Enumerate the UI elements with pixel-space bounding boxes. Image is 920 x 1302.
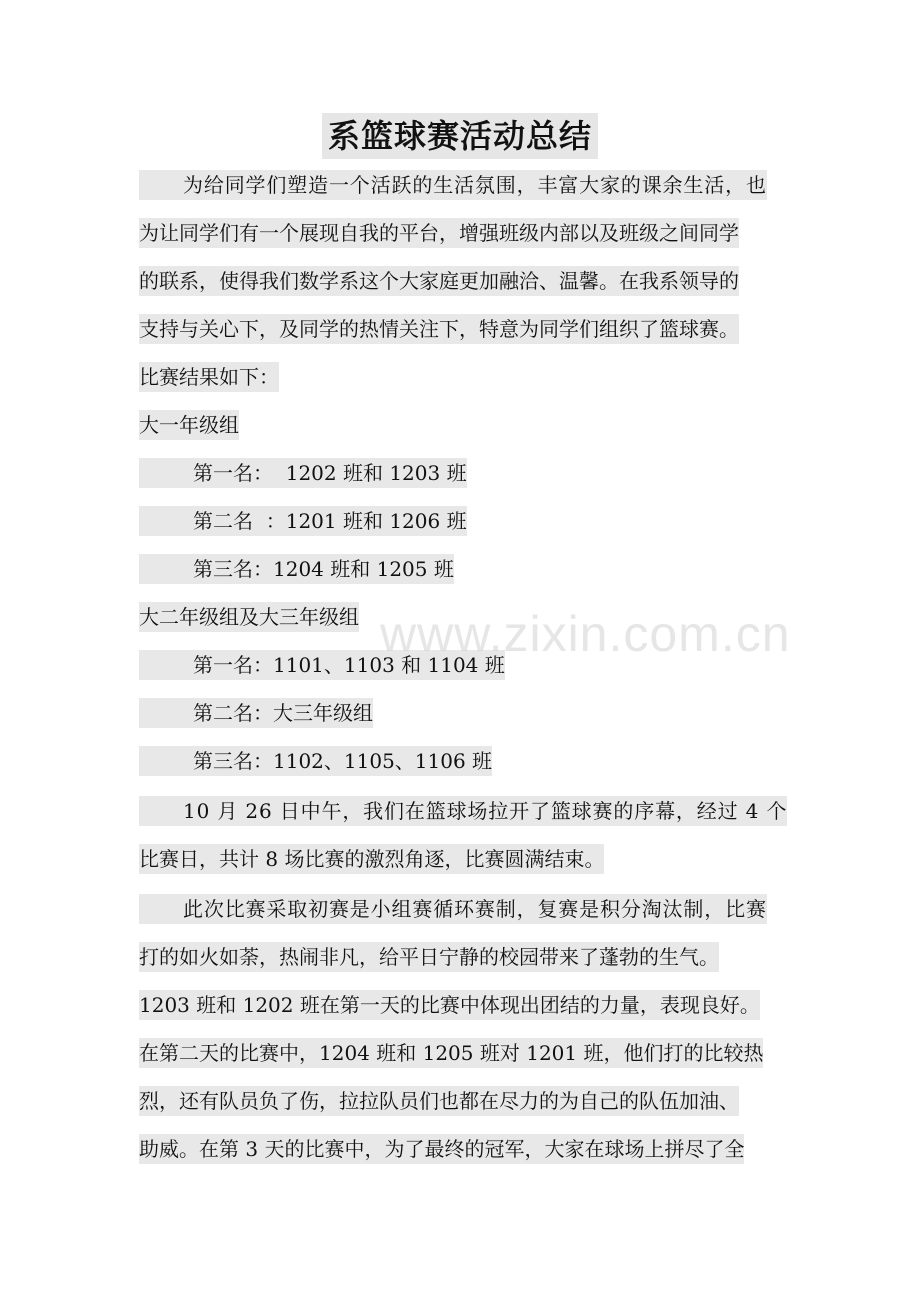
rank-text: 第三名：1102、1105、1106 班: [139, 746, 492, 776]
para3-line-5: [139, 1086, 739, 1116]
rank-text: 第一名： 1202 班和 1203 班: [139, 458, 467, 488]
watermark: www.zixin.com.cn: [380, 606, 791, 662]
paragraph-text: 助威。在第 3 天的比赛中，为了最终的冠军，大家在球场上拼尽了全: [139, 1134, 744, 1164]
paragraph-text: 1203 班和 1202 班在第一天的比赛中体现出团结的力量，表现良好。: [139, 990, 760, 1020]
intro-line-5: [139, 362, 279, 392]
para3-line-1: [139, 894, 767, 924]
paragraph-text: 在第二天的比赛中，1204 班和 1205 班对 1201 班，他们打的比较热: [139, 1038, 763, 1068]
document-title: 系篮球赛活动总结: [322, 113, 598, 159]
paragraph-text: 比赛日，共计 8 场比赛的激烈角逐，比赛圆满结束。: [139, 844, 604, 874]
group-name: 大二年级组及大三年级组: [139, 602, 359, 632]
group2-rank-2: [139, 698, 373, 728]
para2-line-1: [139, 796, 787, 826]
rank-text: 第一名：1101、1103 和 1104 班: [139, 650, 505, 680]
group1-rank-1: [139, 458, 467, 488]
group-name: 大一年级组: [139, 410, 239, 440]
group2-rank-3: [139, 746, 492, 776]
group2-heading: [139, 602, 359, 632]
para3-line-3: [139, 990, 760, 1020]
para3-line-4: [139, 1038, 763, 1068]
paragraph-text: 打的如火如荼，热闹非凡，给平日宁静的校园带来了蓬勃的生气。: [139, 942, 719, 972]
para3-line-2: [139, 942, 719, 972]
rank-text: 第三名：1204 班和 1205 班: [139, 554, 454, 584]
paragraph-text: 烈，还有队员负了伤，拉拉队员们也都在尽力的为自己的队伍加油、: [139, 1086, 739, 1116]
rank-text: 第二名：大三年级组: [139, 698, 373, 728]
paragraph-text: 此次比赛采取初赛是小组赛循环赛制，复赛是积分淘汰制，比赛: [139, 894, 767, 924]
paragraph-text: 比赛结果如下：: [139, 362, 279, 392]
group1-rank-3: [139, 554, 454, 584]
para2-line-2: [139, 844, 604, 874]
paragraph-text: 支持与关心下，及同学的热情关注下，特意为同学们组织了篮球赛。: [139, 314, 739, 344]
title-container: [0, 113, 920, 159]
group1-heading: [139, 410, 239, 440]
intro-line-1: [139, 170, 767, 200]
intro-line-4: [139, 314, 739, 344]
group1-rank-2: [139, 506, 467, 536]
rank-text: 第二名 ：1201 班和 1206 班: [139, 506, 467, 536]
intro-line-3: [139, 266, 739, 296]
para3-line-6: [139, 1134, 744, 1164]
paragraph-text: 10 月 26 日中午，我们在篮球场拉开了篮球赛的序幕，经过 4 个: [139, 796, 787, 826]
paragraph-text: 的联系，使得我们数学系这个大家庭更加融洽、温馨。在我系领导的: [139, 266, 739, 296]
paragraph-text: 为让同学们有一个展现自我的平台，增强班级内部以及班级之间同学: [139, 218, 739, 248]
paragraph-text: 为给同学们塑造一个活跃的生活氛围，丰富大家的课余生活，也: [139, 170, 767, 200]
intro-line-2: [139, 218, 739, 248]
